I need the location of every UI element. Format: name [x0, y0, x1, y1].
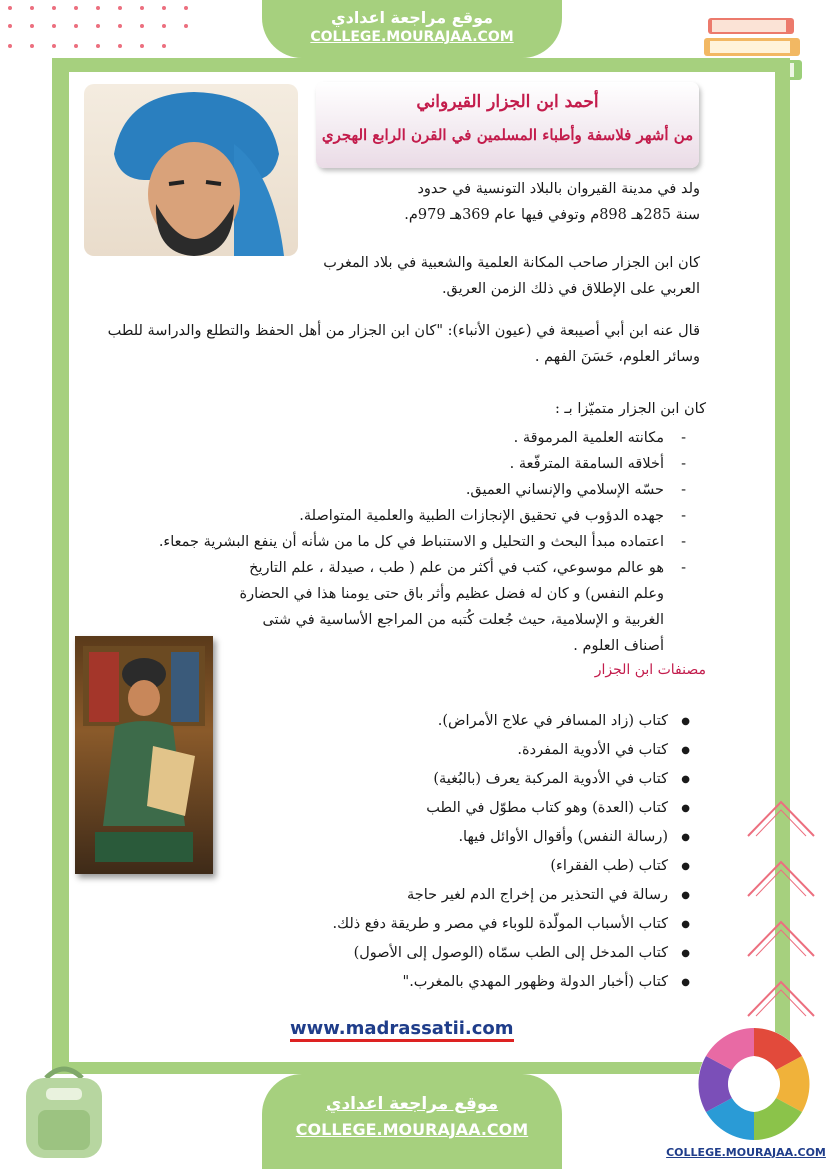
birth-line-2: سنة 285هـ 898م وتوفي فيها عام 369هـ 979م. [404, 207, 700, 223]
list-item: ● كتاب المدخل إلى الطب سمّاه (الوصول إلى الأصول) [290, 939, 690, 968]
chevron-up-icon [744, 972, 818, 1022]
list-item: ● كتاب (زاد المسافر في علاج الأمراض). [290, 707, 690, 736]
chevron-up-icon [744, 792, 818, 842]
quote-paragraph: قال عنه ابن أبي أصيبعة في (عيون الأنباء): "كان ابن الجزار من أهل الحفظ والتطلع والدراسة للطب وسائر العلوم، حَسَنَ الفهم . [107, 323, 700, 365]
list-item: - أخلاقه السامقة المترفّعة . [80, 451, 686, 477]
list-item: - مكانته العلمية المرموقة . [80, 425, 686, 451]
logo-caption[interactable]: COLLEGE.MOURAJAA.COM [666, 1146, 826, 1159]
list-item: ● كتاب (أخبار الدولة وظهور المهدي بالمغرب." [290, 968, 690, 997]
chevron-up-icon [744, 912, 818, 962]
birth-paragraph [316, 176, 700, 228]
list-item: - اعتماده مبدأ البحث و التحليل و الاستنباط في كل ما من شأنه أن ينفع البشرية جمعاء. [80, 529, 686, 555]
header-tab [262, 0, 562, 58]
list-item: ● (رسالة النفس) وأقوال الأوائل فيها. [290, 823, 690, 852]
header-site-name: موقع مراجعة اعدادي [330, 8, 494, 27]
chevron-up-icon [744, 852, 818, 902]
left-margin [0, 0, 52, 1169]
watermark-text: www.madrassatii.com [290, 1018, 514, 1039]
works-title: مصنفات ابن الجزار [594, 662, 706, 678]
list-item: ● رسالة في التحذير من إخراج الدم لغير حاجة [290, 881, 690, 910]
list-item: ● كتاب في الأدوية المركبة يعرف (بالبُغية) [290, 765, 690, 794]
decorative-dots [0, 0, 220, 60]
distinguished-list [80, 425, 686, 659]
list-item: ● كتاب (طب الفقراء) [290, 852, 690, 881]
list-item: ● كتاب (العدة) وهو كتاب مطوّل في الطب [290, 794, 690, 823]
list-item: ● كتاب في الأدوية المفردة. [290, 736, 690, 765]
scholar-painting [75, 636, 213, 874]
works-list [290, 707, 690, 997]
status-paragraph: كان ابن الجزار صاحب المكانة العلمية والشعبية في بلاد المغرب العربي على الإطلاق في ذلك الزمن العريق. [323, 255, 700, 297]
list-item: - هو عالم موسوعي، كتب في أكثر من علم ( طب ، صيدلة ، علم التاريخ وعلم النفس) و كان له فضل عظيم وأثر باق حتى يومنا هذا في الحضارة الغربية و الإسلامية، حيث جُعلت كُتبه من المراجع الأساسية في شتى أصناف العلوم . [80, 555, 686, 659]
list-item: - جهده الدؤوب في تحقيق الإنجازات الطبية والعلمية المتواصلة. [80, 503, 686, 529]
distinguished-intro: كان ابن الجزار متميّزا بـ : [554, 401, 706, 417]
watermark-underline [290, 1039, 514, 1042]
title-box [316, 82, 699, 168]
birth-line-1: ولد في مدينة القيروان بالبلاد التونسية في حدود [417, 181, 700, 197]
seated-scholar-icon [75, 636, 213, 874]
list-item: ● كتاب الأسباب المولّدة للوباء في مصر و طريقة دفع ذلك. [290, 910, 690, 939]
page-subtitle: من أشهر فلاسفة وأطباء المسلمين في القرن الرابع الهجري [321, 126, 694, 144]
scholar-portrait-icon [84, 84, 298, 256]
watermark-link[interactable] [290, 1018, 514, 1039]
footer-tab [262, 1074, 562, 1169]
subjects-wheel-icon [694, 1024, 814, 1144]
header-site-url[interactable]: COLLEGE.MOURAJAA.COM [310, 29, 514, 45]
footer-site-url[interactable]: COLLEGE.MOURAJAA.COM [295, 1120, 529, 1139]
portrait-image [84, 84, 298, 256]
school-bag-icon [16, 1058, 112, 1162]
footer-site-name: موقع مراجعة اعدادي [325, 1094, 499, 1114]
page-title: أحمد ابن الجزار القيرواني [416, 92, 599, 112]
list-item: - حسّه الإسلامي والإنساني العميق. [80, 477, 686, 503]
